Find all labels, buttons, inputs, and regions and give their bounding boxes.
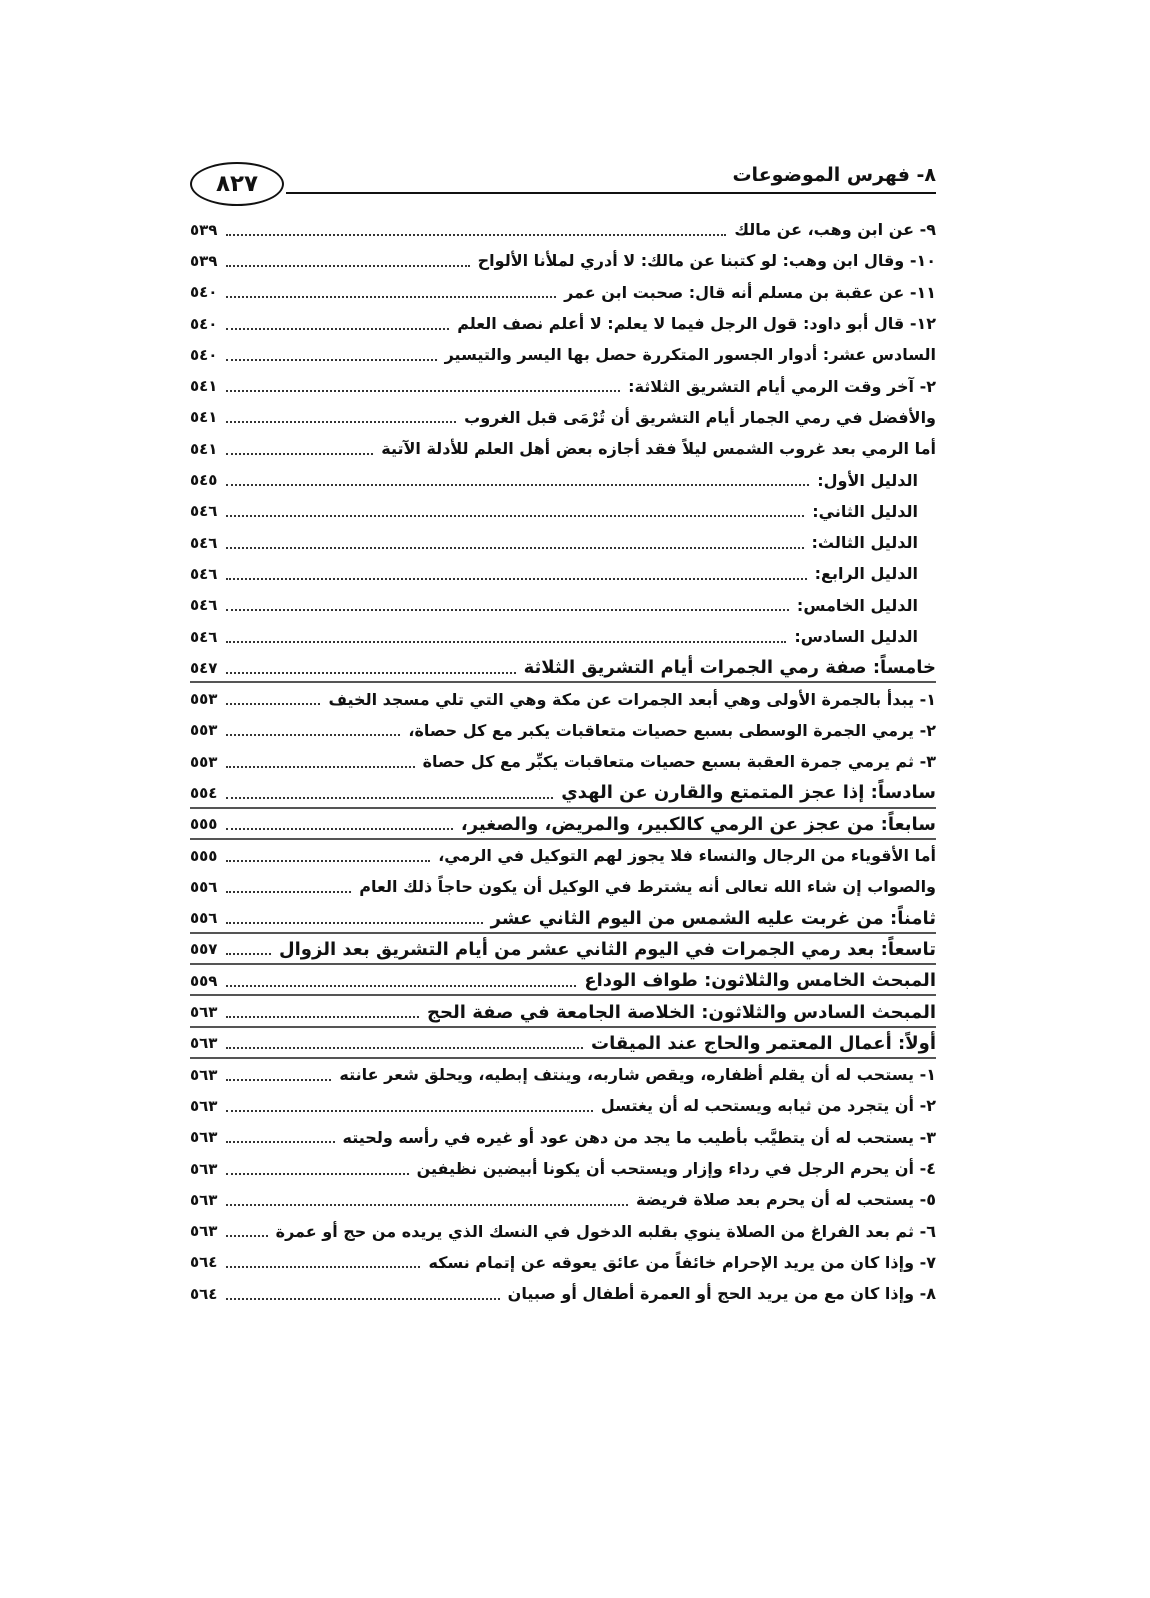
dot-leader — [226, 766, 415, 768]
dot-leader — [226, 547, 804, 549]
toc-entry — [190, 715, 936, 746]
toc-entry-page: ٥٥٩ — [190, 971, 218, 990]
header-rule — [286, 192, 936, 194]
toc-entry-title: أما الرمي بعد غروب الشمس ليلاً فقد أجازه بعض أهل العلم للأدلة الآتية — [381, 439, 936, 459]
toc-entry — [190, 903, 936, 934]
toc-entry — [190, 777, 936, 808]
dot-leader — [226, 1079, 331, 1081]
toc-entry — [190, 1216, 936, 1247]
toc-entry — [190, 245, 936, 276]
toc-entry-title: ٩- عن ابن وهب، عن مالك — [734, 220, 936, 240]
dot-leader — [226, 1110, 593, 1112]
toc-entry — [190, 1122, 936, 1153]
toc-entry — [190, 308, 936, 339]
toc-entry-page: ٥٤٦ — [190, 564, 218, 583]
dot-leader — [226, 797, 553, 799]
toc-entry — [190, 683, 936, 714]
table-of-contents — [190, 214, 936, 1309]
dot-leader — [226, 1298, 500, 1300]
toc-entry-title: خامساً: صفة رمي الجمرات أيام التشريق الثلاثة — [523, 657, 936, 679]
toc-entry-title: أولاً: أعمال المعتمر والحاج عند الميقات — [591, 1032, 936, 1054]
toc-entry-title: ١٢- قال أبو داود: قول الرجل فيما لا يعلم: لا أعلم نصف العلم — [457, 314, 936, 334]
toc-entry — [190, 339, 936, 370]
toc-entry-page: ٥٦٤ — [190, 1253, 218, 1272]
dot-leader — [226, 484, 809, 486]
section-title: ٨- فهرس الموضوعات — [732, 164, 936, 186]
toc-entry-title: والأفضل في رمي الجمار أيام التشريق أن تُرْمَى قبل الغروب — [464, 407, 936, 427]
toc-entry — [190, 1184, 936, 1215]
toc-entry — [190, 527, 936, 558]
toc-entry — [190, 214, 936, 245]
toc-entry-page: ٥٤٦ — [190, 502, 218, 521]
dot-leader — [226, 234, 726, 236]
toc-entry-title: الدليل السادس: — [794, 627, 918, 646]
dot-leader — [226, 609, 789, 611]
toc-entry-title: الدليل الثالث: — [811, 533, 918, 553]
toc-entry — [190, 1247, 936, 1278]
dot-leader — [226, 1141, 335, 1143]
toc-entry-page: ٥٤١ — [190, 408, 218, 427]
toc-entry — [190, 1153, 936, 1184]
toc-entry-title: السادس عشر: أدوار الجسور المتكررة حصل بها اليسر والتيسير — [444, 345, 936, 365]
toc-entry-title: والصواب إن شاء الله تعالى أنه يشترط في الوكيل أن يكون حاجاً ذلك العام — [359, 877, 936, 897]
toc-entry-page: ٥٤٦ — [190, 627, 218, 646]
toc-entry-page: ٥٣٩ — [190, 220, 218, 239]
dot-leader — [226, 1016, 419, 1018]
toc-entry-title: الدليل الرابع: — [814, 564, 918, 584]
dot-leader — [226, 328, 449, 330]
toc-entry — [190, 746, 936, 777]
toc-entry-page: ٥٥٤ — [190, 783, 218, 802]
toc-entry — [190, 1090, 936, 1121]
dot-leader — [226, 1204, 628, 1206]
toc-entry-page: ٥٦٣ — [190, 1222, 218, 1241]
dot-leader — [226, 1266, 420, 1268]
page-number-badge — [190, 162, 284, 206]
toc-entry-page: ٥٤٧ — [190, 658, 218, 677]
toc-entry-title: ١- يبدأ بالجمرة الأولى وهي أبعد الجمرات عن مكة وهي التي تلي مسجد الخيف — [328, 689, 936, 709]
toc-entry-page: ٥٦٣ — [190, 1159, 218, 1178]
dot-leader — [226, 265, 470, 267]
toc-entry-page: ٥٦٣ — [190, 1096, 218, 1115]
toc-entry-title: ٣- يستحب له أن يتطيَّب بأطيب ما يجد من دهن عود أو غيره في رأسه ولحيته — [342, 1127, 936, 1147]
toc-entry-title: ١١- عن عقبة بن مسلم أنه قال: صحبت ابن عمر — [564, 282, 936, 302]
toc-entry — [190, 996, 936, 1027]
toc-entry-page: ٥٥٥ — [190, 846, 218, 865]
page-number: ٨٢٧ — [215, 171, 259, 197]
toc-entry-page: ٥٦٣ — [190, 1065, 218, 1084]
toc-entry — [190, 871, 936, 902]
dot-leader — [226, 1047, 583, 1049]
toc-entry-title: ٢- أن يتجرد من ثيابه ويستحب له أن يغتسل — [600, 1096, 936, 1116]
dot-leader — [226, 641, 786, 643]
toc-entry — [190, 590, 936, 621]
dot-leader — [226, 578, 807, 580]
toc-entry-page: ٥٦٣ — [190, 1128, 218, 1147]
toc-entry-title: الدليل الخامس: — [796, 595, 918, 615]
toc-entry — [190, 840, 936, 871]
toc-entry — [190, 370, 936, 401]
dot-leader — [226, 860, 430, 862]
dot-leader — [226, 359, 437, 361]
toc-entry-page: ٥٦٣ — [190, 1190, 218, 1209]
toc-entry — [190, 1059, 936, 1090]
toc-entry-page: ٥٤٠ — [190, 314, 218, 333]
dot-leader — [226, 985, 576, 987]
toc-entry-title: الدليل الثاني: — [812, 501, 918, 521]
toc-entry-title: تاسعاً: بعد رمي الجمرات في اليوم الثاني عشر من أيام التشريق بعد الزوال — [279, 938, 936, 960]
toc-entry-page: ٥٥٣ — [190, 752, 218, 771]
toc-entry-page: ٥٤٦ — [190, 533, 218, 552]
dot-leader — [226, 1173, 409, 1175]
toc-entry — [190, 277, 936, 308]
toc-entry — [190, 1028, 936, 1059]
toc-entry — [190, 558, 936, 589]
toc-entry — [190, 496, 936, 527]
toc-entry-title: ٧- وإذا كان من يريد الإحرام خائفاً من عائق يعوقه عن إتمام نسكه — [428, 1252, 936, 1272]
toc-entry-title: ٢- يرمي الجمرة الوسطى بسبع حصيات متعاقبات يكبر مع كل حصاة، — [408, 720, 936, 740]
dot-leader — [226, 515, 804, 517]
toc-entry-page: ٥٤٠ — [190, 345, 218, 364]
toc-entry-page: ٥٤٠ — [190, 283, 218, 302]
toc-entry-title: ١٠- وقال ابن وهب: لو كتبنا عن مالك: لا أدري لملأنا الألواح — [477, 251, 936, 271]
toc-entry-title: ٦- ثم بعد الفراغ من الصلاة ينوي بقلبه الدخول في النسك الذي يريده من حج أو عمرة — [275, 1221, 936, 1241]
toc-entry — [190, 809, 936, 840]
toc-entry-page: ٥٤١ — [190, 377, 218, 396]
toc-entry — [190, 965, 936, 996]
dot-leader — [226, 922, 483, 924]
toc-entry-title: سادساً: إذا عجز المتمتع والقارن عن الهدي — [561, 782, 936, 804]
toc-entry-page: ٥٦٤ — [190, 1284, 218, 1303]
toc-entry-page: ٥٤١ — [190, 439, 218, 458]
toc-entry-title: أما الأقوياء من الرجال والنساء فلا يجوز لهم التوكيل في الرمي، — [438, 846, 936, 866]
toc-entry-title: الدليل الأول: — [817, 470, 918, 490]
page-header — [190, 158, 936, 210]
dot-leader — [226, 703, 320, 705]
toc-entry — [190, 621, 936, 652]
dot-leader — [226, 953, 271, 955]
toc-entry-title: ٨- وإذا كان مع من يريد الحج أو العمرة أطفال أو صبيان — [507, 1284, 936, 1304]
toc-entry-page: ٥٥٦ — [190, 877, 218, 896]
toc-entry-title: ٥- يستحب له أن يحرم بعد صلاة فريضة — [636, 1190, 936, 1210]
toc-entry-title: سابعاً: من عجز عن الرمي كالكبير، والمريض، والصغير، — [460, 813, 936, 835]
dot-leader — [226, 734, 400, 736]
toc-entry — [190, 1278, 936, 1309]
toc-entry-title: ثامناً: من غربت عليه الشمس من اليوم الثاني عشر — [490, 907, 936, 929]
toc-entry-page: ٥٥٦ — [190, 909, 218, 928]
toc-entry-page: ٥٥٣ — [190, 690, 218, 709]
toc-entry-page: ٥٣٩ — [190, 251, 218, 270]
toc-entry — [190, 464, 936, 495]
toc-entry-page: ٥٥٥ — [190, 815, 218, 834]
toc-entry-title: المبحث الخامس والثلاثون: طواف الوداع — [584, 970, 936, 992]
toc-entry-page: ٥٦٣ — [190, 1034, 218, 1053]
toc-entry-title: ٤- أن يحرم الرجل في رداء وإزار ويستحب أن يكونا أبيضين نظيفين — [416, 1159, 936, 1179]
toc-entry — [190, 433, 936, 464]
dot-leader — [226, 296, 556, 298]
toc-entry — [190, 652, 936, 683]
toc-entry-title: ٣- ثم يرمي جمرة العقبة بسبع حصيات متعاقبات يكبِّر مع كل حصاة — [422, 752, 936, 772]
dot-leader — [226, 672, 516, 674]
toc-entry-page: ٥٥٣ — [190, 721, 218, 740]
toc-entry — [190, 934, 936, 965]
dot-leader — [226, 828, 453, 830]
dot-leader — [226, 390, 620, 392]
toc-entry — [190, 402, 936, 433]
toc-entry-page: ٥٦٣ — [190, 1003, 218, 1022]
toc-entry-page: ٥٤٦ — [190, 596, 218, 615]
toc-entry-page: ٥٤٥ — [190, 471, 218, 490]
toc-entry-title: المبحث السادس والثلاثون: الخلاصة الجامعة في صفة الحج — [427, 1001, 936, 1023]
toc-entry-title: ١- يستحب له أن يقلم أظفاره، ويقص شاربه، وينتف إبطيه، ويحلق شعر عانته — [339, 1065, 936, 1085]
dot-leader — [226, 421, 456, 423]
toc-entry-page: ٥٥٧ — [190, 940, 218, 959]
dot-leader — [226, 453, 373, 455]
toc-entry-title: ٢- آخر وقت الرمي أيام التشريق الثلاثة: — [628, 376, 936, 396]
dot-leader — [226, 891, 351, 893]
dot-leader — [226, 1235, 268, 1237]
